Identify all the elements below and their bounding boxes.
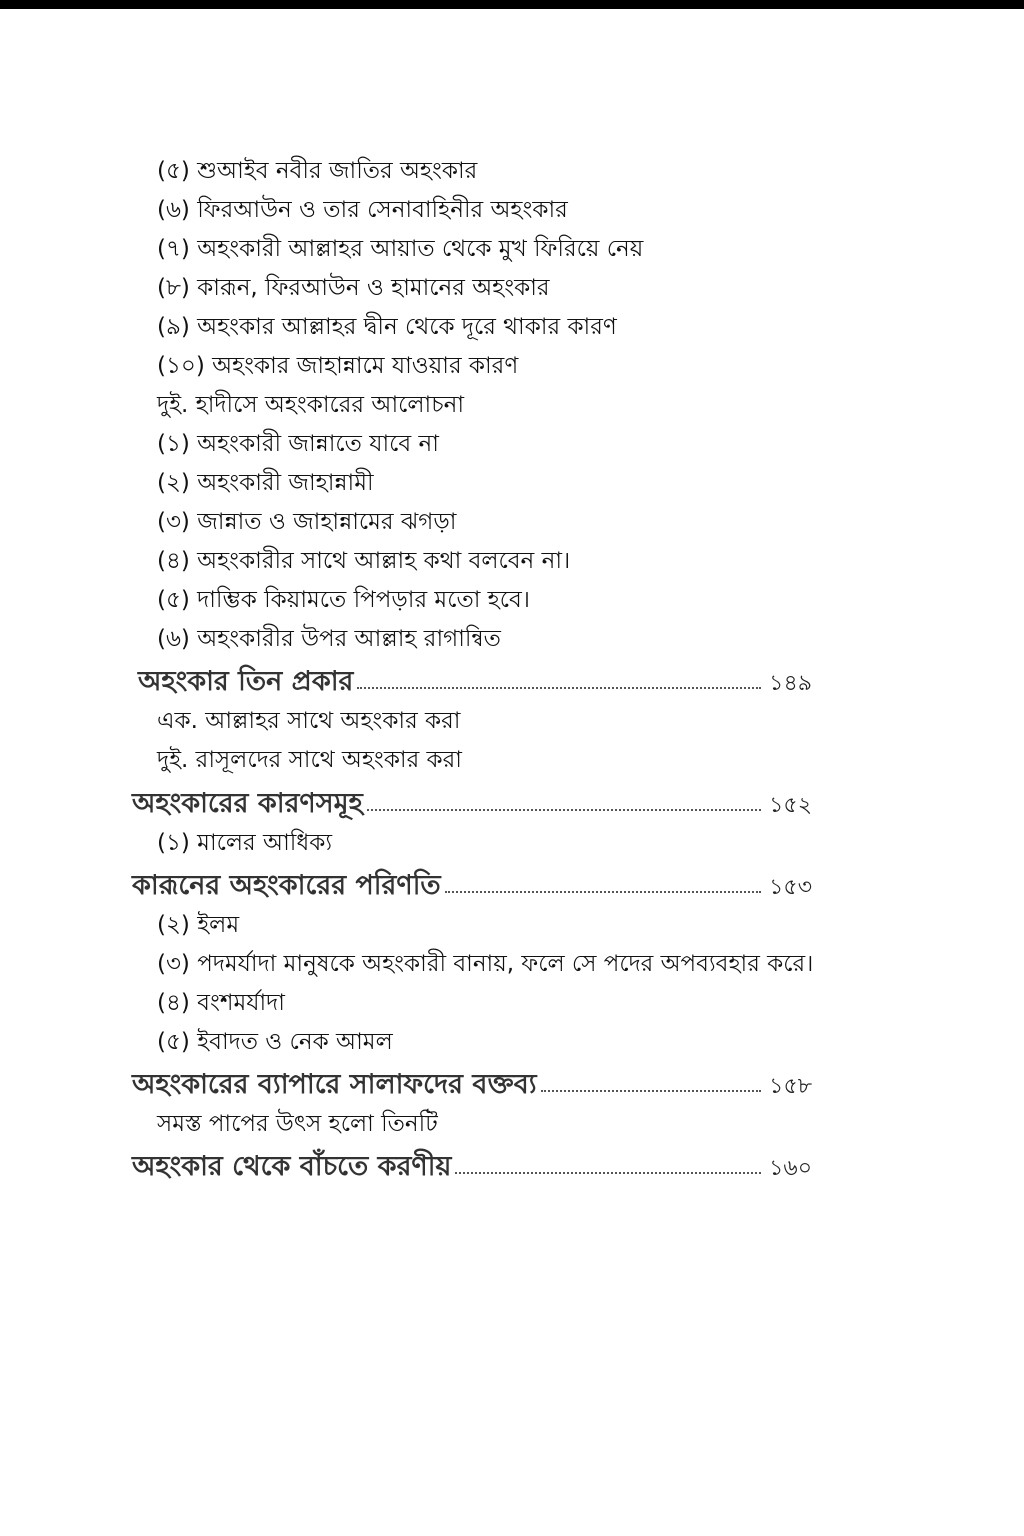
toc-item: (৫) শুআইব নবীর জাতির অহংকার bbox=[157, 158, 478, 184]
toc-heading-title: অহংকার তিন প্রকার bbox=[138, 666, 354, 697]
toc-item: (১০) অহংকার জাহান্নামে যাওয়ার কারণ bbox=[157, 353, 519, 379]
toc-page-number: ১৪৯ bbox=[769, 671, 812, 696]
toc-item: (১) অহংকারী জান্নাতে যাবে না bbox=[157, 431, 439, 457]
toc-subheading: দুই. হাদীসে অহংকারের আলোচনা bbox=[157, 392, 465, 418]
toc-item: (৭) অহংকারী আল্লাহর আয়াত থেকে মুখ ফিরিয়ে নেয় bbox=[157, 236, 644, 262]
toc-leader-dots bbox=[367, 808, 761, 811]
toc-heading-entry[interactable] bbox=[132, 1071, 812, 1098]
toc-page-number: ১৫৩ bbox=[769, 875, 812, 900]
toc-page-number: ১৬০ bbox=[769, 1156, 812, 1181]
toc-heading-title: অহংকার থেকে বাঁচতে করণীয় bbox=[132, 1151, 452, 1182]
toc-page-number: ১৫৮ bbox=[769, 1074, 812, 1099]
toc-leader-dots bbox=[541, 1089, 762, 1092]
toc-item: (৫) দাম্ভিক কিয়ামতে পিপড়ার মতো হবে। bbox=[157, 587, 531, 613]
toc-page-number: ১৫২ bbox=[769, 793, 812, 818]
toc-item: (৬) অহংকারীর উপর আল্লাহ রাগান্বিত bbox=[157, 626, 501, 652]
toc-heading-entry[interactable] bbox=[138, 668, 812, 695]
toc-leader-dots bbox=[357, 686, 761, 689]
toc-item: (৮) কারূন, ফিরআউন ও হামানের অহংকার bbox=[157, 275, 550, 301]
toc-item: সমস্ত পাপের উৎস হলো তিনটি bbox=[157, 1111, 438, 1137]
toc-heading-title: অহংকারের ব্যাপারে সালাফদের বক্তব্য bbox=[132, 1069, 537, 1100]
toc-item: (৯) অহংকার আল্লাহর দ্বীন থেকে দূরে থাকার কারণ bbox=[157, 314, 617, 340]
toc-heading-entry[interactable] bbox=[132, 790, 812, 817]
toc-item: (৪) অহংকারীর সাথে আল্লাহ কথা বলবেন না। bbox=[157, 548, 571, 574]
toc-leader-dots bbox=[445, 890, 761, 893]
toc-item: এক. আল্লাহর সাথে অহংকার করা bbox=[157, 708, 461, 734]
toc-item: (২) অহংকারী জাহান্নামী bbox=[157, 470, 374, 496]
toc-leader-dots bbox=[455, 1171, 761, 1174]
toc-heading-title: কারূনের অহংকারের পরিণতি bbox=[132, 870, 441, 901]
toc-item: (১) মালের আধিক্য bbox=[157, 830, 333, 856]
toc-item: (৩) জান্নাত ও জাহান্নামের ঝগড়া bbox=[157, 509, 457, 535]
toc-item: (৫) ইবাদত ও নেক আমল bbox=[157, 1029, 393, 1055]
toc-item: (৩) পদমর্যাদা মানুষকে অহংকারী বানায়, ফলে সে পদের অপব্যবহার করে। bbox=[157, 951, 814, 977]
toc-heading-entry[interactable] bbox=[132, 1153, 812, 1180]
toc-item: (৪) বংশমর্যাদা bbox=[157, 990, 285, 1016]
toc-item: দুই. রাসূলদের সাথে অহংকার করা bbox=[157, 747, 462, 773]
toc-item: (৬) ফিরআউন ও তার সেনাবাহিনীর অহংকার bbox=[157, 197, 568, 223]
toc-heading-entry[interactable] bbox=[132, 872, 812, 899]
toc-item: (২) ইলম bbox=[157, 912, 240, 938]
toc-heading-title: অহংকারের কারণসমূহ bbox=[132, 788, 363, 819]
